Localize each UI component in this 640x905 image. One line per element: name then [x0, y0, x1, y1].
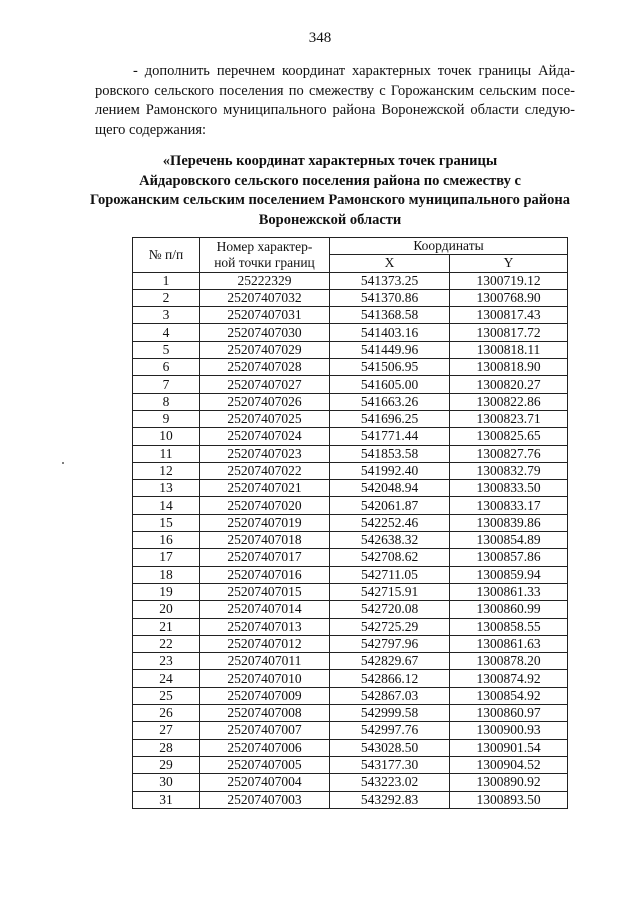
cell-point: 25207407009 — [200, 687, 330, 704]
cell-num: 16 — [133, 532, 200, 549]
cell-y: 1300833.50 — [450, 480, 568, 497]
table-row — [133, 583, 568, 600]
scan-dot — [62, 462, 64, 464]
table-row — [133, 462, 568, 479]
cell-num: 8 — [133, 393, 200, 410]
cell-y: 1300878.20 — [450, 653, 568, 670]
title-line: Воронежской области — [258, 211, 402, 228]
cell-y: 1300833.17 — [450, 497, 568, 514]
cell-y: 1300861.63 — [450, 635, 568, 652]
table-row — [133, 670, 568, 687]
header-point — [200, 238, 330, 273]
cell-y: 1300820.27 — [450, 376, 568, 393]
cell-x: 541663.26 — [330, 393, 450, 410]
cell-num: 31 — [133, 791, 200, 808]
header-point-line: Номер характер- — [216, 238, 313, 254]
cell-y: 1300768.90 — [450, 289, 568, 306]
cell-x: 542715.91 — [330, 583, 450, 600]
cell-num: 28 — [133, 739, 200, 756]
table-row — [133, 428, 568, 445]
cell-point: 25207407015 — [200, 583, 330, 600]
cell-point: 25207407032 — [200, 289, 330, 306]
cell-x: 541368.58 — [330, 307, 450, 324]
cell-num: 4 — [133, 324, 200, 341]
cell-y: 1300822.86 — [450, 393, 568, 410]
cell-x: 542048.94 — [330, 480, 450, 497]
cell-y: 1300874.92 — [450, 670, 568, 687]
cell-x: 543177.30 — [330, 756, 450, 773]
table-row — [133, 376, 568, 393]
document-title — [80, 152, 580, 230]
cell-point: 25207407024 — [200, 428, 330, 445]
table-row — [133, 722, 568, 739]
cell-point: 25207407014 — [200, 601, 330, 618]
cell-num: 3 — [133, 307, 200, 324]
table-row — [133, 324, 568, 341]
cell-point: 25207407011 — [200, 653, 330, 670]
table-row — [133, 445, 568, 462]
table-row — [133, 774, 568, 791]
cell-point: 25207407016 — [200, 566, 330, 583]
cell-x: 542252.46 — [330, 514, 450, 531]
table-row — [133, 653, 568, 670]
cell-point: 25207407018 — [200, 532, 330, 549]
cell-num: 1 — [133, 272, 200, 289]
cell-num: 10 — [133, 428, 200, 445]
cell-y: 1300860.99 — [450, 601, 568, 618]
cell-point: 25207407005 — [200, 756, 330, 773]
intro-line: лением Рамонского муниципального района Воронежской области следую- — [95, 102, 575, 118]
cell-point: 25222329 — [200, 272, 330, 289]
cell-point: 25207407019 — [200, 514, 330, 531]
cell-x: 542866.12 — [330, 670, 450, 687]
cell-point: 25207407017 — [200, 549, 330, 566]
table-row — [133, 514, 568, 531]
cell-num: 27 — [133, 722, 200, 739]
cell-x: 541771.44 — [330, 428, 450, 445]
table-row — [133, 393, 568, 410]
cell-y: 1300817.72 — [450, 324, 568, 341]
cell-x: 542997.76 — [330, 722, 450, 739]
table-row — [133, 756, 568, 773]
cell-x: 542638.32 — [330, 532, 450, 549]
cell-y: 1300893.50 — [450, 791, 568, 808]
table-body — [133, 272, 568, 808]
cell-x: 542708.62 — [330, 549, 450, 566]
cell-x: 541506.95 — [330, 359, 450, 376]
table-row — [133, 410, 568, 427]
table-header-row — [133, 238, 568, 255]
cell-point: 25207407023 — [200, 445, 330, 462]
cell-num: 20 — [133, 601, 200, 618]
intro-line: ровского сельского поселения по смежеству с Горожанским сельским посе- — [95, 82, 575, 99]
table-row — [133, 289, 568, 306]
cell-num: 12 — [133, 462, 200, 479]
cell-x: 542829.67 — [330, 653, 450, 670]
table-row — [133, 566, 568, 583]
cell-num: 18 — [133, 566, 200, 583]
table-row — [133, 497, 568, 514]
cell-y: 1300719.12 — [450, 272, 568, 289]
table-row — [133, 341, 568, 358]
table-row — [133, 601, 568, 618]
intro-paragraph — [95, 62, 575, 140]
cell-point: 25207407025 — [200, 410, 330, 427]
cell-x: 542797.96 — [330, 635, 450, 652]
cell-x: 542711.05 — [330, 566, 450, 583]
cell-point: 25207407031 — [200, 307, 330, 324]
header-y: Y — [450, 255, 568, 272]
table-row — [133, 272, 568, 289]
cell-point: 25207407026 — [200, 393, 330, 410]
table-row — [133, 532, 568, 549]
table-row — [133, 618, 568, 635]
cell-x: 542725.29 — [330, 618, 450, 635]
cell-x: 541373.25 — [330, 272, 450, 289]
intro-line: щего содержания: — [95, 121, 207, 138]
cell-x: 541853.58 — [330, 445, 450, 462]
table-row — [133, 687, 568, 704]
cell-y: 1300901.54 — [450, 739, 568, 756]
cell-y: 1300858.55 — [450, 618, 568, 635]
table-row — [133, 359, 568, 376]
cell-num: 6 — [133, 359, 200, 376]
cell-x: 543223.02 — [330, 774, 450, 791]
cell-y: 1300904.52 — [450, 756, 568, 773]
cell-point: 25207407004 — [200, 774, 330, 791]
cell-y: 1300857.86 — [450, 549, 568, 566]
cell-point: 25207407007 — [200, 722, 330, 739]
header-coordinates: Координаты — [330, 238, 568, 255]
cell-num: 5 — [133, 341, 200, 358]
title-line: Айдаровского сельского поселения района по смежеству с — [139, 172, 521, 189]
page-number: 348 — [308, 30, 332, 46]
cell-x: 541449.96 — [330, 341, 450, 358]
cell-y: 1300818.11 — [450, 341, 568, 358]
cell-y: 1300900.93 — [450, 722, 568, 739]
cell-point: 25207407006 — [200, 739, 330, 756]
cell-num: 13 — [133, 480, 200, 497]
coordinates-table — [132, 237, 568, 809]
cell-num: 25 — [133, 687, 200, 704]
cell-y: 1300890.92 — [450, 774, 568, 791]
cell-num: 24 — [133, 670, 200, 687]
cell-num: 2 — [133, 289, 200, 306]
table-row — [133, 307, 568, 324]
cell-point: 25207407022 — [200, 462, 330, 479]
cell-num: 29 — [133, 756, 200, 773]
cell-x: 543292.83 — [330, 791, 450, 808]
cell-num: 15 — [133, 514, 200, 531]
cell-point: 25207407021 — [200, 480, 330, 497]
cell-x: 542061.87 — [330, 497, 450, 514]
cell-point: 25207407008 — [200, 705, 330, 722]
header-x: X — [330, 255, 450, 272]
cell-x: 541403.16 — [330, 324, 450, 341]
cell-point: 25207407003 — [200, 791, 330, 808]
cell-point: 25207407028 — [200, 359, 330, 376]
header-num: № п/п — [133, 238, 200, 273]
table-row — [133, 635, 568, 652]
cell-y: 1300861.33 — [450, 583, 568, 600]
cell-num: 26 — [133, 705, 200, 722]
cell-y: 1300827.76 — [450, 445, 568, 462]
cell-point: 25207407030 — [200, 324, 330, 341]
cell-num: 17 — [133, 549, 200, 566]
cell-x: 543028.50 — [330, 739, 450, 756]
cell-x: 541992.40 — [330, 462, 450, 479]
cell-x: 541605.00 — [330, 376, 450, 393]
table-row — [133, 549, 568, 566]
title-line: «Перечень координат характерных точек границы — [162, 153, 498, 169]
cell-y: 1300825.65 — [450, 428, 568, 445]
cell-num: 23 — [133, 653, 200, 670]
cell-point: 25207407010 — [200, 670, 330, 687]
cell-y: 1300832.79 — [450, 462, 568, 479]
cell-y: 1300854.89 — [450, 532, 568, 549]
cell-y: 1300854.92 — [450, 687, 568, 704]
cell-y: 1300860.97 — [450, 705, 568, 722]
cell-point: 25207407012 — [200, 635, 330, 652]
cell-num: 7 — [133, 376, 200, 393]
cell-point: 25207407020 — [200, 497, 330, 514]
cell-x: 542867.03 — [330, 687, 450, 704]
cell-y: 1300818.90 — [450, 359, 568, 376]
cell-x: 541696.25 — [330, 410, 450, 427]
cell-x: 542720.08 — [330, 601, 450, 618]
header-point-line: ной точки границ — [214, 254, 315, 270]
cell-x: 541370.86 — [330, 289, 450, 306]
cell-y: 1300859.94 — [450, 566, 568, 583]
cell-y: 1300817.43 — [450, 307, 568, 324]
cell-point: 25207407027 — [200, 376, 330, 393]
cell-point: 25207407013 — [200, 618, 330, 635]
cell-num: 14 — [133, 497, 200, 514]
cell-num: 9 — [133, 410, 200, 427]
cell-num: 30 — [133, 774, 200, 791]
cell-y: 1300839.86 — [450, 514, 568, 531]
cell-y: 1300823.71 — [450, 410, 568, 427]
title-line: Горожанским сельским поселением Рамонского муниципального района — [90, 192, 570, 208]
table-row — [133, 480, 568, 497]
table-row — [133, 791, 568, 808]
cell-num: 19 — [133, 583, 200, 600]
cell-num: 22 — [133, 635, 200, 652]
intro-line: - дополнить перечнем координат характерных точек границы Айда- — [133, 63, 575, 79]
cell-num: 11 — [133, 445, 200, 462]
table-row — [133, 739, 568, 756]
cell-num: 21 — [133, 618, 200, 635]
cell-x: 542999.58 — [330, 705, 450, 722]
table-row — [133, 705, 568, 722]
cell-point: 25207407029 — [200, 341, 330, 358]
